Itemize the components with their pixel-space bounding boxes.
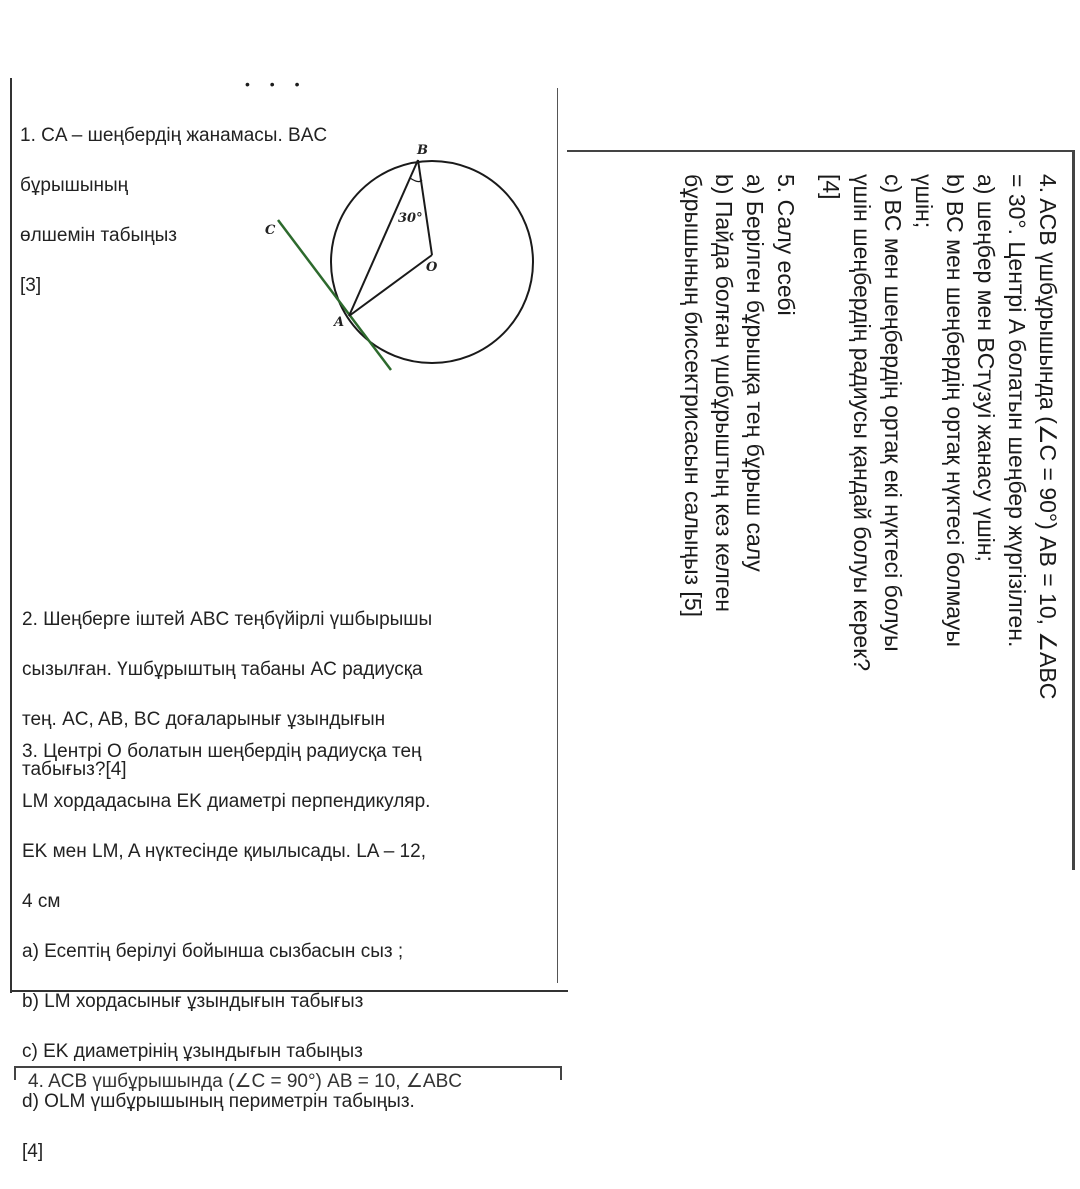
angle-label: 30° xyxy=(398,211,423,226)
q3-line: d) OLM үшбұрышының периметрін табыңыз. xyxy=(22,1091,415,1112)
q2-line: сызылған. Үшбұрыштың табаны AC радиусқа xyxy=(22,659,423,680)
q4-line: 4. ACB үшбұрышында (∠C = 90°) AB = 10, ∠ABC xyxy=(1035,174,1061,700)
rotated-content xyxy=(567,150,1075,870)
q1-line: өлшемін табыңыз xyxy=(20,225,177,246)
chord-ab xyxy=(349,160,418,316)
q3-line: LM хордадасына EK диаметрі перпендикуляр. xyxy=(22,791,431,812)
q3-line: b) LM хордасынығ ұзындығын табығыз xyxy=(22,991,364,1012)
q5-line: a) Берілген бұрышқа тең бұрыш салу xyxy=(742,174,768,572)
scan-dots: • • • xyxy=(245,76,308,92)
label-a: A xyxy=(334,315,345,330)
q1-line: бұрышының xyxy=(20,175,129,196)
right-border xyxy=(557,88,558,983)
q4-line: a) шеңбер мен BCтүзуі жанасу үшін; xyxy=(973,174,999,562)
q3-line: 4 см xyxy=(22,891,61,912)
fragment-border-top xyxy=(14,1066,562,1068)
fragment-text: 4. ACB үшбұрышында (∠C = 90°) AB = 10, ∠ABC xyxy=(28,1071,462,1092)
q4-line: үшін шеңбердің радиусы қандай болуы керек? xyxy=(849,174,875,672)
q4-line: b) BC мен шеңбердің ортақ нүктесі болмауы xyxy=(942,174,968,647)
segment-bo xyxy=(418,160,432,255)
q3-line: EK мен LM, A нүктесінде қиылысады. LA – 12, xyxy=(22,841,426,862)
q4-line: үшін; xyxy=(911,174,937,229)
q1-line: 1. CA – шеңбердің жанамасы. BAC xyxy=(20,125,328,146)
q3-line: a) Есептің берілуі бойынша сызбасын сыз ; xyxy=(22,941,404,962)
q2-line: тең. AC, AB, BC доғаларынығ ұзындығын xyxy=(22,709,386,730)
q5-line: бұрышының биссектрисасын салыңыз [5] xyxy=(680,174,706,618)
fragment-border-left xyxy=(14,1066,16,1080)
rotated-text xyxy=(677,174,1063,854)
q4-line: c) BC мен шеңбердің ортақ екі нүктесі болуы xyxy=(880,174,906,652)
q2-line: табығыз?[4] xyxy=(22,759,127,780)
q4-line: [4] xyxy=(818,174,844,200)
left-border xyxy=(10,78,12,993)
question-3 xyxy=(22,714,552,1189)
q5-line: b) Пайда болған үшбұрыштың кез келген xyxy=(711,174,737,613)
q3-line: c) EK диаметрінің ұзындығын табыңыз xyxy=(22,1041,363,1062)
spacer xyxy=(801,174,815,854)
q5-line: 5. Салу есебі xyxy=(773,174,799,316)
q4-line: = 30°. Центрі A болатын шеңбер жүргізілген. xyxy=(1004,174,1030,648)
tangent-line-ca xyxy=(278,220,391,370)
label-c: C xyxy=(265,223,276,238)
q2-line: 2. Шеңберге іштей ABC теңбүйірлі үшбырышы xyxy=(22,609,433,630)
q3-line: [4] xyxy=(22,1141,44,1162)
tangent-circle-figure xyxy=(255,130,555,380)
q3-line: 3. Центрі О болатын шеңбердің радиусқа тең xyxy=(22,741,422,762)
rotated-worksheet xyxy=(567,150,1075,870)
label-b: B xyxy=(417,143,428,158)
cropped-bottom-sheet xyxy=(0,1062,570,1092)
label-o: O xyxy=(426,260,438,275)
fragment-border-right xyxy=(560,1066,562,1080)
q1-line: [3] xyxy=(20,275,42,296)
